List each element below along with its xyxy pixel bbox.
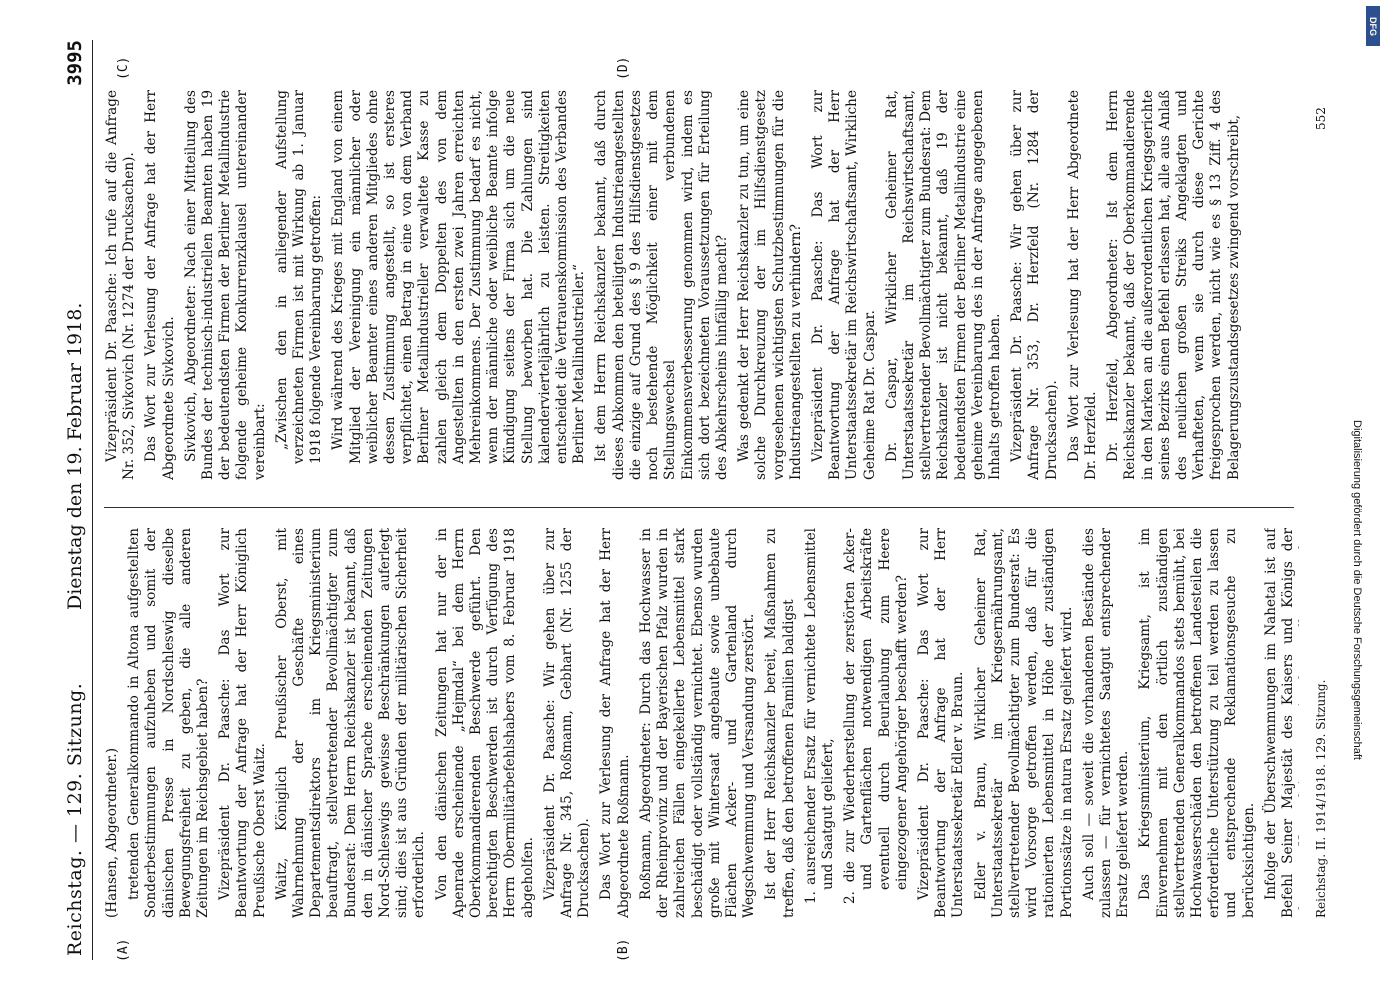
paragraph: Roßmann, Abgeordneter: Durch das Hochwasser in der Rheinprovinz und der Bayerischen Pfalz wurden in zahlreichen Fällen eingekellerte Lebensmittel stark beschädigt oder vollständig vernichtet. Ebenso wurden große mit Wintersaat angebaute sowie unbebaute Flächen Acker- und Gartenland durch Wegschwemmung und Versandung zerstört.: [637, 528, 758, 918]
paragraph: Auch soll — soweit die vorhandenen Bestände dies zulassen — für vernichtetes Saatgut entsprechender Ersatz geliefert werden.: [1080, 528, 1132, 918]
paragraph: Vizepräsident Dr. Paasche: Wir gehen über zur Anfrage Nr. 353, Dr. Herzfeld (Nr. 1284 der Drucksachen).: [1009, 90, 1060, 480]
right-column: [104, 90, 1299, 480]
paragraph: 2. die zur Wiederherstellung der zerstörten Acker- und Gartenflächen notwendigen Arbeitskräfte eventuell durch Beurlaubung zum Heere eingezogener Angehöriger beschafft werden?: [842, 528, 910, 904]
paragraph: Vizepräsident Dr. Paasche: Das Wort zur Beantwortung der Anfrage hat der Herr Königlich Preußische Oberst Waitz.: [217, 528, 268, 918]
dfg-logo: DFG: [1366, 6, 1380, 46]
header-rule: [92, 40, 93, 960]
header-center: Dienstag den 19. Februar 1918.: [64, 302, 86, 610]
paragraph: Vizepräsident Dr. Paasche: Wir gehen über zur Anfrage Nr. 345, Roßmann, Gebhart (Nr. 1255 der Drucksachen).: [541, 528, 593, 918]
margin-marker-b: (B): [616, 938, 631, 962]
paragraph: Waitz, Königlich Preußischer Oberst, mit Wahrnehmung der Geschäfte eines Departementsdirektors im Kriegsministerium beauftragt, stellvertretender Bevollmächtigter zum Bundesrat: Dem Herrn Reichskanzler ist bekannt, daß den in dänischer Sprache erscheinenden Zeitungen Nord-Schleswigs gewisse Beschränkungen auferlegt sind; dies ist aus Gründen der militärischen Sicherheit erforderlich.: [273, 528, 428, 918]
footer-right: 552: [1314, 107, 1328, 130]
column-divider: [104, 507, 1294, 508]
paragraph: Was gedenkt der Herr Reichskanzler zu tun, um eine solche Durchkreuzung der im Hilfsdienstgesetz vorgesehenen wichtigsten Schutzbestimmungen für die Industrieangestellten zu verhindern?: [736, 90, 804, 480]
paragraph: Dr. Herzfeld, Abgeordneter: Ist dem Herrn Reichskanzler bekannt, daß der Oberkommandierende in den Marken an die außerordentlichen Kriegsgerichte seines Bezirks einen Befehl erlassen hat, alle aus Anlaß des neulichen großen Streiks Angeklagten und Verhafteten, wenn sie durch diese Gerichte freigesprochen werden, nicht wie es § 13 Ziff. 4 des Belagerungszustandsgesetzes zwingend vorschreibt,: [1105, 90, 1242, 480]
paragraph: Das Wort zur Verlesung hat der Herr Abgeordnete Dr. Herzfeld.: [1065, 90, 1099, 480]
margin-marker-d: (D): [616, 56, 631, 80]
rotated-page-content: [56, 30, 1326, 970]
paragraph: Das Kriegsministerium, Kriegsamt, ist im Einvernehmen mit den örtlich zuständigen stellvertretenden Generalkommandos stets bemüht, bei Hochwasserschäden den betroffenen Landesteilen die erforderliche Unterstützung zu teil werden zu lassen und entsprechende Reklamationsgesuche zu berücksichtigen.: [1137, 528, 1257, 918]
margin-marker-c: (C): [116, 56, 131, 80]
paragraph: tretenden Generalkommando in Altona aufgestellten Sonderbestimmungen aufzuheben und somit der dänischen Presse in Nordschleswig dieselbe Bewegungsfreiheit zu geben, die alle anderen Zeitungen im Reichsgebiet haben?: [126, 528, 212, 918]
paragraph: Das Wort zur Verlesung der Anfrage hat der Herr Abgeordnete Roßmann.: [598, 528, 632, 918]
paragraph: (Hansen, Abgeordneter.): [104, 747, 120, 918]
paragraph: Vizepräsident Dr. Paasche: Das Wort zur Beantwortung der Anfrage hat der Herr Unterstaatssekretär im Reichswirtschaftsamt, Wirkliche Geheime Rat Dr. Caspar.: [809, 90, 878, 480]
digitization-note: Digitalisierung gefördert durch die Deutsche Forschungsgemeinschaft: [1351, 420, 1363, 760]
paragraph: Dr. Caspar, Wirklicher Geheimer Rat, Unterstaatssekretär im Reichswirtschaftsamt, stellvertretender Bevollmächtigter zum Bundesrat: Dem Reichskanzler ist nicht bekannt, daß 19 der bedeutendsten Firmen der Berliner Metallindustrie eine geheime Vereinbarung des in der Anfrage angegebenen Inhalts getroffen haben.: [883, 90, 1003, 480]
paragraph: Sivkovich, Abgeordneter: Nach einer Mitteilung des Bundes der technisch-industriellen Beamten haben 19 der bedeutendsten Firmen der Berliner Metallindustrie folgende geheime Konkurrenzklausel untereinander vereinbart:: [182, 90, 268, 480]
paragraph: „Zwischen den in anliegender Aufstellung verzeichneten Firmen ist mit Wirkung ab 1. Januar 1918 folgende Vereinbarung getroffen:: [273, 90, 325, 464]
paragraph: Ist der Herr Reichskanzler bereit, Maßnahmen zu treffen, daß den betroffenen Familien baldigst: [763, 528, 797, 918]
paragraph: Wird während des Krieges mit England von einem Mitglied der Vereinigung ein männlicher oder weiblicher Beamter eines anderen Mitgliedes ohne dessen Zustimmung angestellt, so ist ersteres verpflichtet, einen Betrag in eine von dem Verband Berliner Metallindustrieller verwaltete Kasse zu zahlen gleich dem Doppelten des von dem Angestellten in den ersten zwei Jahren erreichten Mehreinkommens. Der Zustimmung bedarf es nicht, wenn der männliche oder weibliche Beamte infolge Kündigung seitens der Firma sich um die neue Stellung beworben hat. Die Zahlungen sind kalendervierteljährlich zu leisten. Streitigkeiten entscheidet die Vertrauenskommission des Verbandes Berliner Metallindustrieller.“: [330, 90, 588, 464]
margin-marker-a: (A): [116, 938, 131, 962]
footer-left: Reichstag. II. 1914/1918. 129. Sitzung.: [1314, 679, 1328, 918]
running-header: [64, 30, 104, 970]
paragraph: Von den dänischen Zeitungen hat nur der in Apenrade erscheinende „Hejmdal“ bei dem Herrn Oberkommandierenden Beschwerde geführt. Den berechtigten Beschwerden ist durch Verfügung des Herrn Obermilitärbefehlshabers vom 8. Februar 1918 abgeholfen.: [433, 528, 536, 918]
paragraph: Edler v. Braun, Wirklicher Geheimer Rat, Unterstaatssekretär im Kriegsernährungsamt, stellvertretender Bevollmächtigter zum Bundesrat: Es wird Vorsorge getroffen werden, daß für die rationierten Lebensmittel in Höhe der zuständigen Portionssätze in natura Ersatz geliefert wird.: [972, 528, 1075, 918]
page-number: 3995: [64, 40, 86, 86]
header-left: Reichstag. — 129. Sitzung.: [64, 682, 86, 956]
paragraph: 1. ausreichender Ersatz für vernichtete Lebensmittel und Saatgut geliefert,: [802, 528, 836, 904]
paragraph: Vizepräsident Dr. Paasche: Das Wort zur Beantwortung der Anfrage hat der Herr Unterstaatssekretär Edler v. Braun.: [915, 528, 967, 918]
paragraph: Ist dem Herrn Reichskanzler bekannt, daß durch dieses Abkommen den beteiligten Industrieangestellten die einzige auf Grund des § 9 des Hilfsdienstgesetzes noch bestehende Möglichkeit einer mit dem Stellungswechsel verbundenen Einkommensverbesserung genommen wird, indem es sich dort bezeichneten Voraussetzungen für Erteilung des Abkehrscheins hinfällig macht?: [593, 90, 730, 480]
paragraph: Vizepräsident Dr. Paasche: Ich rufe auf die Anfrage Nr. 352, Sivkovich (Nr. 1274 der Drucksachen).: [104, 90, 138, 480]
paragraph: Infolge der Überschwemmungen im Nahetal ist auf Befehl Seiner Majestät des Kaisers und Königs der: [1262, 528, 1296, 918]
paragraph: Das Wort zur Verlesung der Anfrage hat der Herr Abgeordnete Sivkovich.: [143, 90, 177, 480]
left-column: [104, 528, 1299, 918]
